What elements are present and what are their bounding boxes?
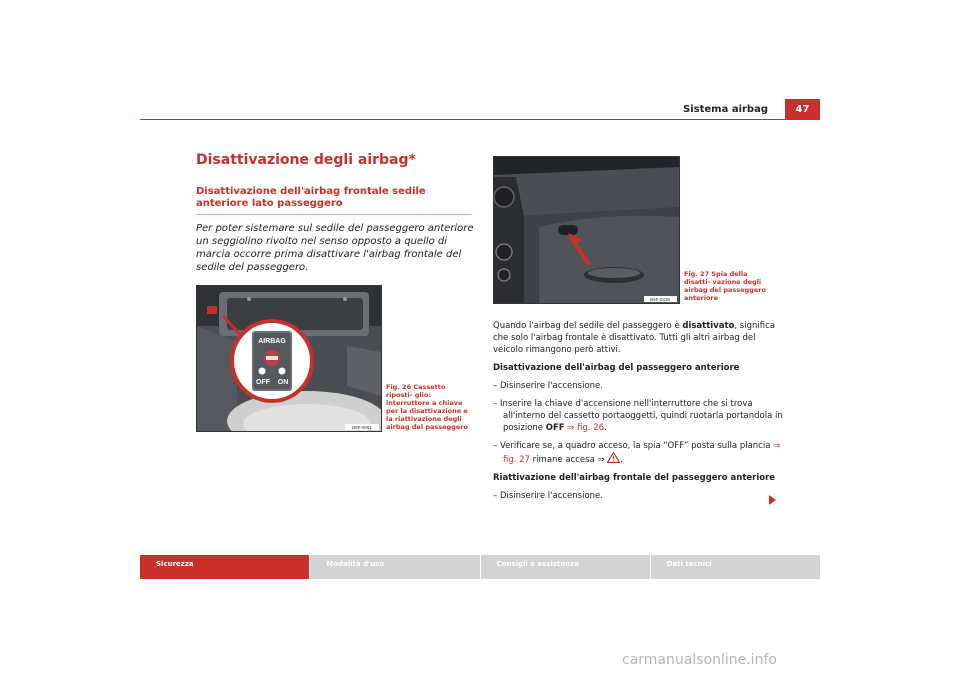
step-2 (493, 398, 783, 434)
body-bold: disattivato (682, 321, 735, 331)
figure-26-link[interactable]: ⇒ fig. 26 (564, 423, 605, 433)
step-4: – Disinserire l'accensione. (493, 491, 603, 501)
figure-27-caption: Fig. 27 Spia della disatti- vazione degli airbag del passeggero anteriore (684, 270, 766, 302)
figure-26-image (196, 285, 382, 432)
body-text: . (620, 455, 624, 465)
figure-27-link[interactable]: ⇒ fig. 27 (503, 441, 781, 465)
footer-nav (140, 555, 820, 579)
tab-dati-tecnici[interactable]: Dati tecnici (651, 555, 820, 579)
off-label: OFF (256, 379, 270, 386)
intro-text: Per poter sistemare sul sedile del passeggero anteriore un seggiolino rivolto nel senso opposto a quello di marcia occorre prima disattivare l'airbag frontale del sedile del passeggero. (196, 223, 474, 273)
tab-consigli-assistenza[interactable]: Consigli e assistenza (481, 555, 651, 579)
figure-27-image (493, 156, 680, 304)
body-text: Quando l'airbag del sedile del passeggero è (493, 321, 683, 331)
body-text: . (604, 423, 607, 433)
airbag-label: AIRBAG (258, 338, 286, 345)
figure-27-code: B5F-0436 (650, 297, 670, 302)
sub-heading: Disattivazione dell'airbag frontale sedile anteriore lato passeggero (196, 186, 426, 209)
deactivation-title: Disattivazione dell'airbag del passeggero anteriore (493, 363, 740, 373)
figure-26-code: B5F-0061 (352, 425, 372, 430)
body-bold: OFF (545, 423, 565, 433)
section-title: Sistema airbag (683, 104, 768, 115)
tab-sicurezza[interactable]: Sicurezza (140, 555, 310, 579)
header-rule (140, 119, 820, 120)
body-paragraph (493, 320, 783, 356)
step-3 (493, 440, 783, 466)
step-1: – Disinserire l'accensione. (493, 381, 603, 391)
page-heading: Disattivazione degli airbag* (196, 152, 416, 168)
page-number-badge: 47 (785, 99, 820, 119)
on-label: ON (277, 379, 289, 386)
subheading-rule (196, 214, 471, 215)
warning-icon[interactable] (607, 452, 620, 463)
next-page-arrow-icon[interactable] (769, 495, 776, 505)
reactivation-title: Riattivazione dell'airbag frontale del passeggero anteriore (493, 473, 776, 483)
tab-modalita-uso[interactable]: Modalità d'uso (310, 555, 480, 579)
body-text: rimane accesa ⇒ (529, 455, 608, 465)
figure-26-caption: Fig. 26 Cassetto riposti- glio: interruttore a chiave per la disattivazione e la riattivazione degli airbag del passeggero (386, 383, 468, 431)
body-text: – Inserire la chiave d'accensione nell'interruttore che si trova all'interno del cassetto portaoggetti, quindi ruotarla portandola in posizione (493, 399, 783, 433)
watermark: carmanualsonline.info (622, 652, 777, 668)
body-column (493, 320, 783, 502)
body-text: – Verificare se, a quadro acceso, la spia “OFF” posta sulla plancia (493, 441, 774, 451)
body-text: , significa che solo l'airbag frontale è disattivato. Tutti gli altri airbag del veicolo rimangono però attivi. (493, 321, 775, 355)
